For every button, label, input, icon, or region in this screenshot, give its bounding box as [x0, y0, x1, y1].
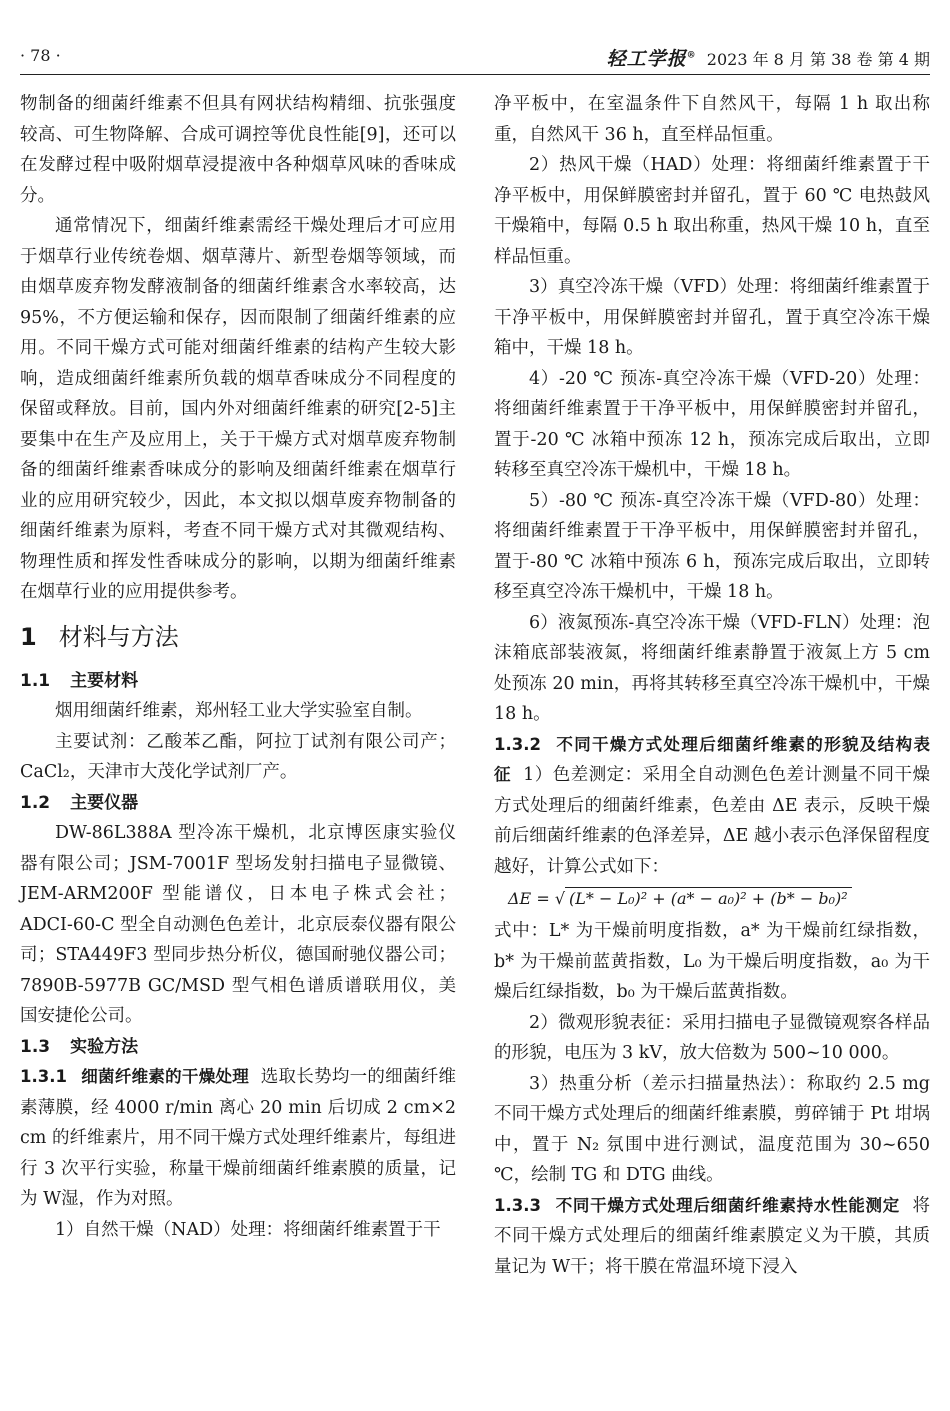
paragraph: 1.3.2 不同干燥方式处理后细菌纤维素的形貌及结构表征 1）色差测定：采用全自动测色色差计测量不同干燥方式处理后的细菌纤维素，色差由 ΔE 表示，反映干燥前后细菌纤维素的色泽差异，ΔE 越小表示色泽保留程度越好，计算公式如下：	[494, 734, 930, 877]
subsubsection-heading: 1.3.3 不同干燥方式处理后细菌纤维素持水性能测定	[494, 1195, 900, 1215]
sqrt-radicand: (L* − L₀)² + (a* − a₀)² + (b* − b₀)²	[565, 887, 852, 910]
page-number: · 78 ·	[20, 46, 61, 65]
paragraph: 3）热重分析（差示扫描量热法）：称取约 2.5 mg 不同干燥方式处理后的细菌纤维素膜，剪碎铺于 Pt 坩埚中，置于 N₂ 氛围中进行测试，温度范围为 30~650 ℃，绘制 TG 和 DTG 曲线。	[494, 1073, 930, 1185]
subsection-heading: 1.1 主要材料	[20, 670, 139, 691]
paragraph: 物制备的细菌纤维素不但具有网状结构精细、抗张强度较高、可生物降解、合成可调控等优良性能[9]，还可以在发酵过程中吸附烟草浸提液中各种烟草风味的香味成分。	[20, 94, 456, 206]
paragraph: 通常情况下，细菌纤维素需经干燥处理后才可应用于烟草行业传统卷烟、烟草薄片、新型卷烟等领域，而由烟草废弃物发酵液制备的细菌纤维素含水率较高，达 95%，不方便运输和保存，因而限制了细菌纤维素的应用。不同干燥方式可能对细菌纤维素的结构产生较大影响，造成细菌纤维素所负载的烟草香味成分不同程度的保留或释放。目前，国内外对细菌纤维素的研究[2-5]主要集中在生产及应用上，关于干燥方式对烟草废弃物制备的细菌纤维素香味成分的影响及细菌纤维素在烟草行业的应用研究较少，因此，本文拟以烟草废弃物制备的细菌纤维素为原料，考查不同干燥方式对其微观结构、物理性质和挥发性香味成分的影响，以期为细菌纤维素在烟草行业的应用提供参考。	[20, 216, 456, 602]
paragraph: 式中：L* 为干燥前明度指数，a* 为干燥前红绿指数，b* 为干燥前蓝黄指数，L₀ 为干燥后明度指数，a₀ 为干燥后红绿指数，b₀ 为干燥后蓝黄指数。	[494, 921, 930, 1002]
paragraph: 2）热风干燥（HAD）处理：将细菌纤维素置于干净平板中，用保鲜膜密封并留孔，置于 60 ℃ 电热鼓风干燥箱中，每隔 0.5 h 取出称重，热风干燥 10 h，直至样品恒重。	[494, 155, 930, 267]
paragraph: 1.3.1 细菌纤维素的干燥处理 选取长势均一的细菌纤维素薄膜，经 4000 r/min 离心 20 min 后切成 2 cm×2 cm 的纤维素片，用不同干燥方式处理纤维素片，每组进行 3 次平行实验，称量干燥前细菌纤维素膜的质量，记为 W湿，作为对照。	[20, 1067, 457, 1209]
paragraph: 4）-20 ℃ 预冻-真空冷冻干燥（VFD-20）处理：将细菌纤维素置于干净平板中，用保鲜膜密封并留孔，置于-20 ℃ 冰箱中预冻 12 h，预冻完成后取出，立即转移至真空冷冻干燥机中，干燥 18 h。	[494, 368, 930, 480]
subsubsection-heading: 1.3.1 细菌纤维素的干燥处理	[20, 1067, 250, 1086]
paragraph: 烟用细菌纤维素，郑州轻工业大学实验室自制。	[55, 701, 423, 721]
right-column	[494, 89, 930, 1282]
color-difference-formula: ΔE = √ (L* − L₀)² + (a* − a₀)² + (b* − b₀)²	[494, 882, 930, 916]
subsubsection-heading: 1.3.2 不同干燥方式处理后细菌纤维素的形貌及结构表征	[494, 734, 930, 784]
paragraph: 5）-80 ℃ 预冻-真空冷冻干燥（VFD-80）处理：将细菌纤维素置于干净平板中，用保鲜膜密封并留孔，置于-80 ℃ 冰箱中预冻 6 h，预冻完成后取出，立即转移至真空冷冻干燥机中，干燥 18 h。	[494, 490, 930, 602]
paragraph: 主要试剂：乙酸苯乙酯，阿拉丁试剂有限公司产；CaCl₂，天津市大茂化学试剂厂产。	[20, 731, 456, 782]
section-heading: 1 材料与方法	[20, 622, 179, 651]
subsection-heading: 1.2 主要仪器	[20, 792, 139, 813]
paragraph: 3）真空冷冻干燥（VFD）处理：将细菌纤维素置于干净平板中，用保鲜膜密封并留孔，置于真空冷冻干燥箱中，干燥 18 h。	[494, 277, 930, 358]
paragraph: 2）微观形貌表征：采用扫描电子显微镜观察各样品的形貌，电压为 3 kV，放大倍数为 500~10 000。	[494, 1012, 930, 1063]
journal-logo: 轻工学报®	[606, 48, 697, 70]
header-rule	[20, 74, 930, 75]
left-column	[20, 89, 456, 1245]
paragraph: 1）自然干燥（NAD）处理：将细菌纤维素置于干	[55, 1219, 441, 1240]
paragraph: DW-86L388A 型冷冻干燥机，北京博医康实验仪器有限公司；JSM-7001F 型场发射扫描电子显微镜、JEM-ARM200F 型能谱仪，日本电子株式会社；ADCI-60-C 型全自动测色色差计，北京辰泰仪器有限公司；STA449F3 型同步热分析仪，德国耐驰仪器公司；7890B-5977B GC/MSD 型气相色谱质谱联用仪，美国安捷伦公司。	[20, 823, 456, 1026]
paragraph: 净平板中，在室温条件下自然风干，每隔 1 h 取出称重，自然风干 36 h，直至样品恒重。	[494, 94, 930, 145]
journal-info	[607, 44, 930, 71]
page-header	[20, 40, 930, 80]
issue-info: 2023 年 8 月 第 38 卷 第 4 期	[706, 50, 930, 69]
subsection-heading: 1.3 实验方法	[20, 1036, 139, 1057]
paragraph: 1.3.3 不同干燥方式处理后细菌纤维素持水性能测定 将不同干燥方式处理后的细菌纤维素膜定义为干膜，其质量记为 W干；将干膜在常温环境下浸入	[494, 1195, 930, 1277]
paragraph: 6）液氮预冻-真空冷冻干燥（VFD-FLN）处理：泡沫箱底部装液氮，将细菌纤维素静置于液氮上方 5 cm 处预冻 20 min，再将其转移至真空冷冻干燥机中，干燥 18 h。	[494, 612, 930, 724]
